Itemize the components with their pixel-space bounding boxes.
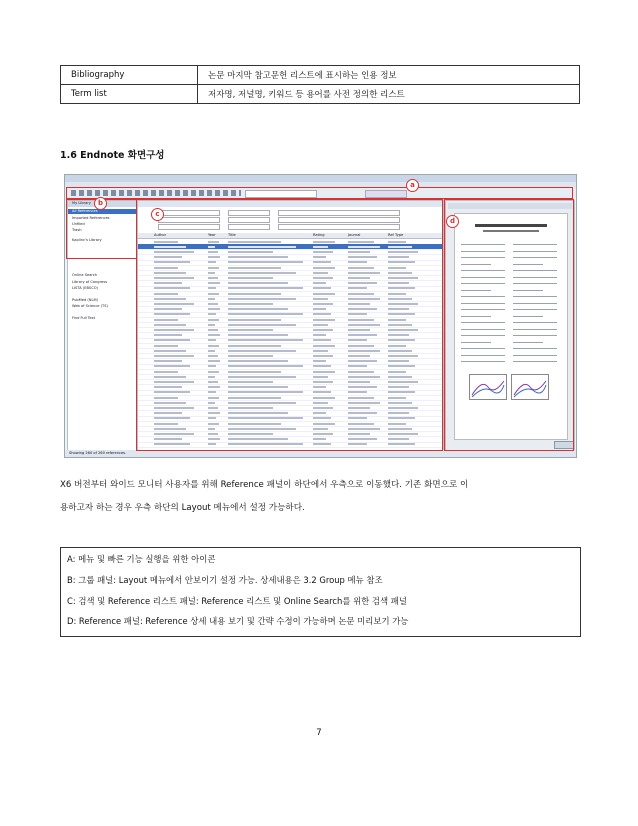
section-title: 1.6 Endnote 화면구성	[60, 150, 165, 161]
callout-c: c	[151, 208, 164, 221]
library-item: Web of Science (TS)	[72, 304, 108, 308]
library-item: Library of Congress	[72, 280, 107, 284]
library-item: PubMed (NLM)	[72, 298, 98, 302]
endnote-screenshot	[64, 174, 577, 458]
legend-item: D: Reference 패널: Reference 상세 내용 보기 및 간략 수정이 가능하며 논문 미리보기 가능	[67, 616, 409, 626]
callout-d: d	[446, 215, 459, 228]
legend-item: B: 그룹 패널: Layout 메뉴에서 안보이기 설정 가능. 상세내용은 3.2 Group 메뉴 참조	[67, 575, 383, 585]
status-bar	[65, 450, 576, 457]
status-text: Showing 260 of 260 references.	[69, 451, 127, 455]
column-header-cell: Rating	[313, 233, 325, 237]
table-row	[61, 66, 580, 85]
library-item: All References	[72, 209, 98, 213]
legend-item: C: 검색 및 Reference 리스트 패널: Reference 리스트 및 Online Search를 위한 검색 패널	[67, 596, 407, 606]
column-header-cell: Title	[228, 233, 236, 237]
term-cell: Bibliography	[61, 66, 198, 85]
library-item: Unfiled	[72, 222, 85, 226]
column-header-cell: Ref Type	[388, 233, 404, 237]
table-row	[61, 85, 580, 104]
highlight-c	[136, 199, 443, 451]
definition-cell: 논문 마지막 참고문헌 리스트에 표시하는 인용 정보	[198, 66, 580, 85]
title-bar	[65, 175, 576, 182]
highlight-a	[66, 187, 573, 199]
library-item: Imported References	[72, 216, 110, 220]
legend-box	[60, 547, 581, 637]
library-item: Online Search	[72, 273, 98, 277]
description-line: 용하고자 하는 경우 우측 하단의 Layout 메뉴에서 설정 가능하다.	[60, 503, 305, 513]
column-header-cell: Journal	[348, 233, 361, 237]
library-item: Kaplinc's Library	[72, 238, 102, 242]
column-header-cell: Author	[154, 233, 167, 237]
term-cell: Term list	[61, 85, 198, 104]
callout-a: a	[406, 179, 419, 192]
legend-item: A: 메뉴 및 빠른 기능 실행을 위한 아이콘	[67, 554, 216, 564]
description-line: X6 버전부터 와이드 모니터 사용자를 위해 Reference 패널이 하단에서 우측으로 이동했다. 기존 화면으로 이	[60, 480, 469, 490]
library-item: Trash	[72, 228, 82, 232]
terms-table	[60, 65, 580, 104]
library-item: Find Full Text	[72, 316, 96, 320]
column-header-cell: Year	[208, 233, 216, 237]
callout-b: b	[94, 197, 107, 210]
definition-cell: 저자명, 저널명, 키워드 등 용어를 사전 정의한 리스트	[198, 85, 580, 104]
library-item: LISTA (EBSCO)	[72, 286, 98, 290]
highlight-d	[444, 199, 574, 451]
page-number: 7	[316, 728, 322, 738]
library-item: My Library	[72, 201, 91, 205]
